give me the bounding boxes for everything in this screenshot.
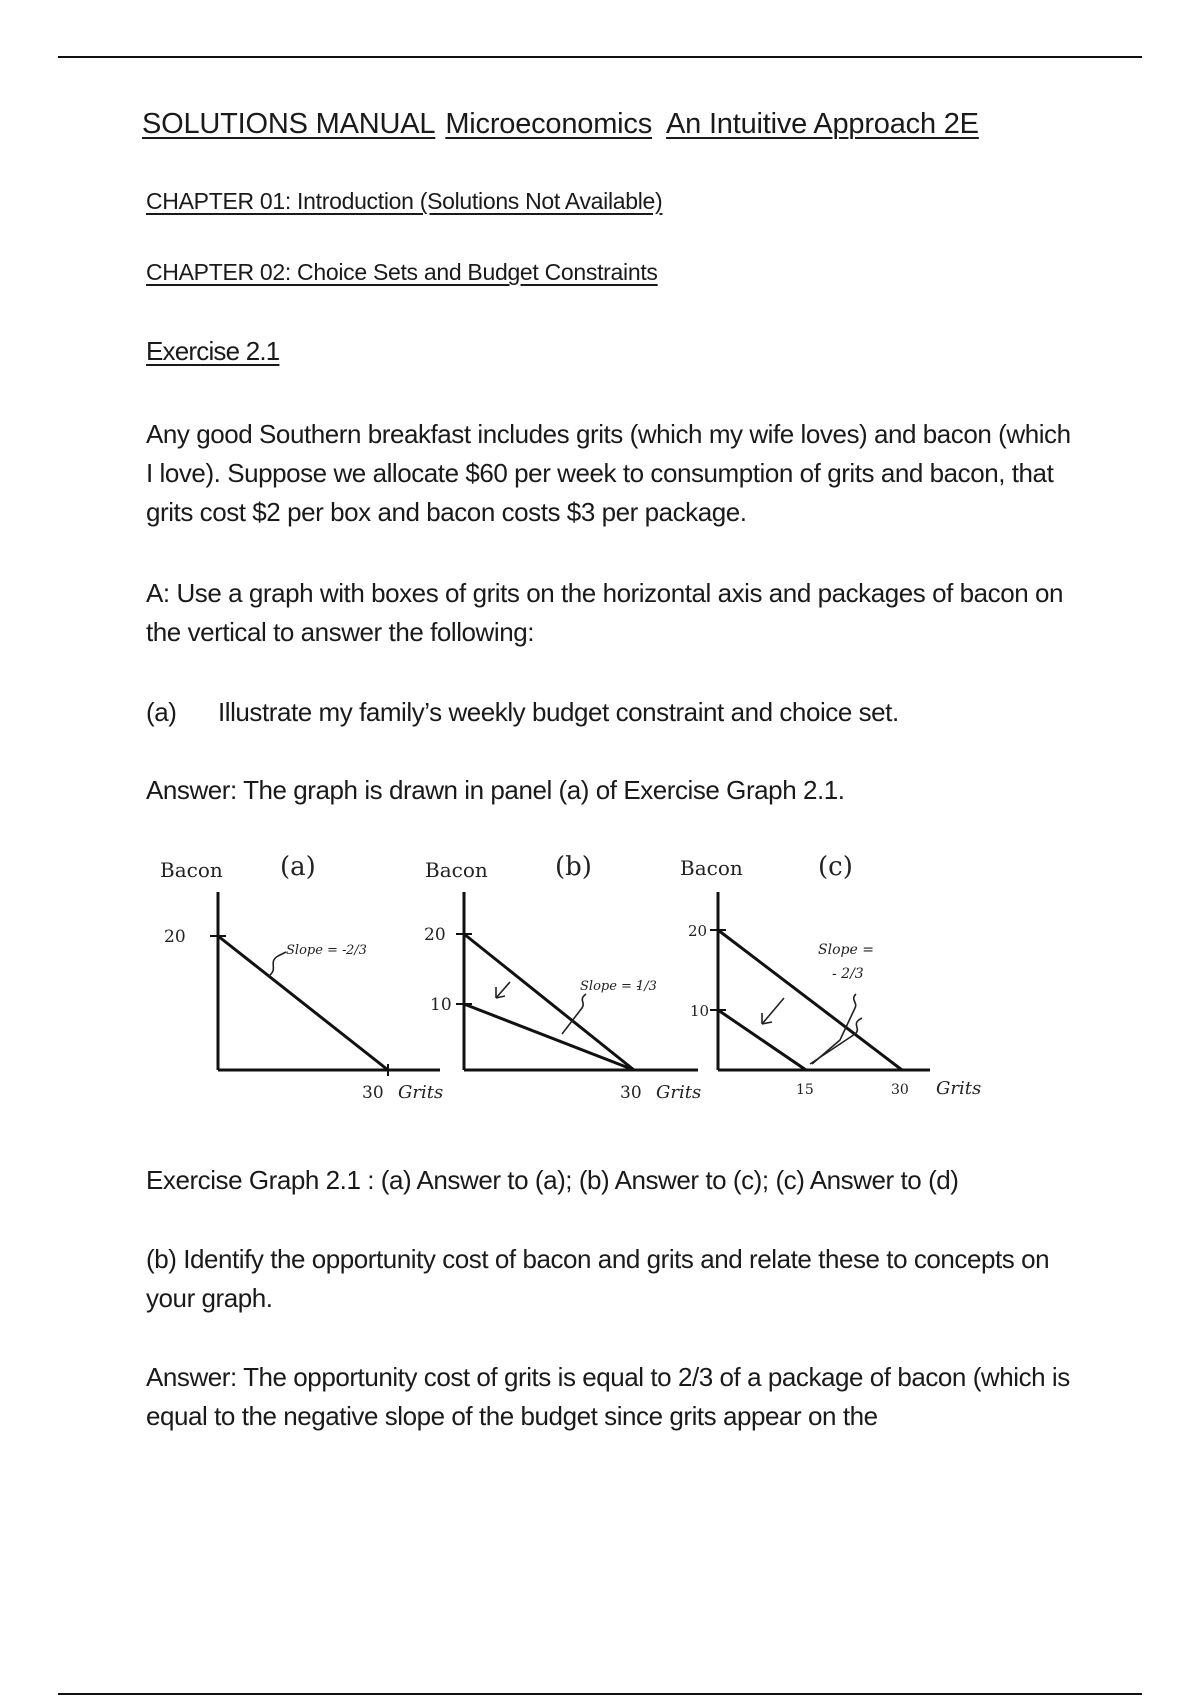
panel-a-ylabel: Bacon — [160, 858, 223, 882]
panel-b-ylabel: Bacon — [425, 858, 488, 882]
figure-caption: Exercise Graph 2.1 : (a) Answer to (a); (b) Answer to (c); (c) Answer to (d) — [146, 1165, 959, 1195]
panel-c-shift-arrow — [762, 998, 784, 1024]
panel-b-xlabel: Grits — [656, 1082, 702, 1103]
panel-b-original-budget-line — [464, 934, 634, 1070]
panel-c-y-tick-label-10: 10 — [690, 1002, 710, 1020]
exercise-graph-2-1 — [150, 832, 1090, 1112]
panel-c-slope-arrow-1 — [810, 1018, 862, 1064]
panel-a-slope-arrow — [270, 952, 286, 975]
panel-c-slope-value: - 2/3 — [832, 966, 864, 982]
title-part-1: SOLUTIONS MANUAL — [142, 108, 436, 140]
title-part-3: An Intuitive Approach 2E — [666, 108, 979, 140]
answer-b: Answer: The opportunity cost of grits is equal to 2/3 of a package of bacon (which is equal to the negative slope of the budget since grits appear on the — [146, 1362, 1070, 1431]
panel-c-x-tick-label-15: 15 — [796, 1082, 814, 1098]
panel-b-x-tick-label-30: 30 — [620, 1083, 642, 1103]
panel-a — [160, 852, 443, 1103]
panel-b — [424, 852, 701, 1103]
panel-a-slope-fraction: 2/3 — [346, 943, 367, 958]
panel-c-original-budget-line — [718, 930, 902, 1070]
exercise-graph-svg — [150, 832, 1090, 1112]
question-a-text: Illustrate my family’s weekly budget constraint and choice set. — [218, 697, 899, 727]
exercise-heading: Exercise 2.1 — [146, 336, 280, 366]
panel-a-y-tick-label-20: 20 — [164, 927, 186, 947]
bottom-rule — [58, 1693, 1142, 1695]
panel-c — [680, 852, 981, 1099]
chapter-1-heading: CHAPTER 01: Introduction (Solutions Not Available) — [146, 188, 663, 214]
part-a-intro: A: Use a graph with boxes of grits on the horizontal axis and packages of bacon on the vertical to answer the following: — [146, 578, 1064, 647]
panel-a-xlabel: Grits — [398, 1082, 444, 1103]
panel-b-y-tick-label-20: 20 — [424, 925, 446, 945]
panel-b-title: (b) — [555, 852, 592, 882]
panel-b-new-budget-line — [464, 1004, 634, 1070]
chapter-2-heading: CHAPTER 02: Choice Sets and Budget Constraints — [146, 259, 658, 285]
panel-c-xlabel: Grits — [936, 1078, 982, 1099]
exercise-intro: Any good Southern breakfast includes grits (which my wife loves) and bacon (which I love). Suppose we allocate $60 per week to consumption of grits and bacon, that grits cost $2 per box and bacon costs $3 per package. — [146, 419, 1071, 527]
panel-b-shift-arrow — [496, 982, 510, 998]
question-a — [146, 693, 1076, 732]
document-title — [142, 108, 979, 141]
panel-c-ylabel: Bacon — [680, 856, 743, 880]
top-rule — [58, 56, 1142, 58]
question-b: (b) Identify the opportunity cost of bacon and grits and relate these to concepts on your graph. — [146, 1244, 1050, 1313]
panel-c-x-tick-label-30: 30 — [891, 1082, 909, 1098]
question-a-label: (a) — [146, 697, 177, 727]
panel-b-slope-label: Slope = - — [580, 979, 641, 994]
panel-b-slope-fraction: 1/3 — [636, 979, 657, 994]
panel-c-slope-label: Slope = — [818, 942, 874, 958]
title-part-2: Microeconomics — [445, 108, 653, 140]
panel-c-y-tick-label-20: 20 — [688, 922, 708, 940]
answer-a: Answer: The graph is drawn in panel (a) of Exercise Graph 2.1. — [146, 775, 845, 805]
panel-a-title: (a) — [280, 852, 316, 882]
panel-c-title: (c) — [818, 852, 853, 882]
panel-a-slope-label: Slope = - — [286, 943, 347, 958]
panel-a-x-tick-label-30: 30 — [362, 1083, 384, 1103]
panel-b-y-tick-label-10: 10 — [430, 995, 452, 1015]
